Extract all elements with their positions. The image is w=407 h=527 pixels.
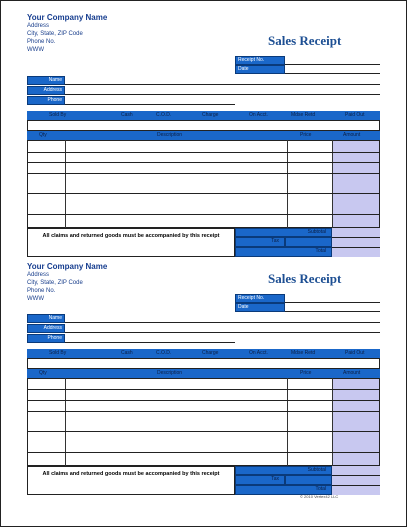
header-paid-out: Paid Out — [345, 112, 365, 118]
receipt-no-label: Receipt No. — [235, 56, 285, 65]
tax-rate-cell[interactable] — [285, 237, 332, 247]
header-cash: Cash — [121, 112, 133, 118]
customer-name-field[interactable] — [65, 322, 380, 323]
date-field[interactable] — [285, 311, 380, 312]
table-row[interactable] — [27, 162, 380, 163]
header-qty: Qty — [39, 370, 47, 376]
company-www[interactable]: WWW — [27, 47, 44, 53]
customer-name-label: Name — [27, 314, 65, 323]
date-field[interactable] — [285, 73, 380, 74]
header-amount: Amount — [343, 370, 361, 376]
table-row[interactable] — [27, 452, 380, 453]
table-row[interactable] — [27, 173, 380, 174]
payment-header-row — [27, 349, 380, 358]
totals-amount-cells[interactable] — [332, 466, 380, 495]
company-address[interactable]: Address — [27, 272, 50, 278]
payment-values-row[interactable] — [27, 120, 380, 131]
table-row — [332, 485, 380, 486]
customer-phone-label: Phone — [27, 334, 65, 343]
header-on-acct: On Acct. — [249, 350, 268, 356]
header-sold-by: Sold By — [49, 350, 67, 356]
total-label: Total — [235, 247, 332, 257]
payment-values-row[interactable] — [27, 358, 380, 369]
customer-address-field[interactable] — [65, 332, 380, 333]
header-price: Price — [300, 132, 312, 138]
customer-phone-label: Phone — [27, 96, 65, 105]
header-amount: Amount — [343, 132, 361, 138]
tax-label: Tax — [235, 475, 285, 485]
receipt-title: Sales Receipt — [268, 271, 342, 286]
header-cash: Cash — [121, 350, 133, 356]
disclaimer-text: All claims and returned goods must be accompanied by this receipt — [42, 233, 220, 239]
date-label: Date — [235, 303, 285, 312]
items-header-row — [27, 131, 380, 140]
company-name[interactable]: Your Company Name — [27, 262, 108, 271]
company-www[interactable]: WWW — [27, 296, 44, 302]
company-phone[interactable]: Phone No. — [27, 288, 56, 294]
tax-label: Tax — [235, 237, 285, 247]
company-block — [27, 263, 107, 303]
receipt-2 — [0, 263, 407, 525]
customer-name-label: Name — [27, 76, 65, 85]
header-charge: Charge — [202, 350, 219, 356]
company-city[interactable]: City, State, ZIP Code — [27, 280, 83, 286]
receipt-no-label: Receipt No. — [235, 294, 285, 303]
company-address[interactable]: Address — [27, 23, 50, 29]
total-label: Total — [235, 485, 332, 495]
header-description: Description — [157, 132, 183, 138]
header-sold-by: Sold By — [49, 112, 67, 118]
table-row[interactable] — [27, 411, 380, 412]
table-row[interactable] — [27, 400, 380, 401]
header-mdse-retd: Mdse Retd — [291, 350, 316, 356]
company-phone[interactable]: Phone No. — [27, 39, 56, 45]
disclaimer-text: All claims and returned goods must be accompanied by this receipt — [42, 471, 220, 477]
company-block — [27, 14, 107, 54]
company-city[interactable]: City, State, ZIP Code — [27, 31, 83, 37]
customer-address-label: Address — [27, 324, 65, 333]
subtotal-label: Subtotal — [235, 228, 332, 237]
header-qty: Qty — [39, 132, 47, 138]
company-name[interactable]: Your Company Name — [27, 13, 108, 22]
header-on-acct: On Acct. — [249, 112, 268, 118]
header-cod: C.O.D. — [156, 350, 172, 356]
tax-rate-cell[interactable] — [285, 475, 332, 485]
table-row[interactable] — [27, 214, 380, 215]
customer-address-field[interactable] — [65, 94, 380, 95]
header-price: Price — [300, 370, 312, 376]
header-charge: Charge — [202, 112, 219, 118]
customer-name-field[interactable] — [65, 84, 380, 85]
receipt-no-field[interactable] — [285, 64, 380, 65]
receipt-1 — [0, 0, 407, 262]
subtotal-label: Subtotal — [235, 466, 332, 475]
receipt-title: Sales Receipt — [268, 33, 342, 48]
totals-amount-cells[interactable] — [332, 228, 380, 257]
date-label: Date — [235, 65, 285, 74]
table-row[interactable] — [27, 389, 380, 390]
items-header-row — [27, 369, 380, 378]
header-paid-out: Paid Out — [345, 350, 365, 356]
payment-header-row — [27, 111, 380, 120]
table-row — [332, 247, 380, 248]
customer-phone-field[interactable] — [65, 104, 235, 105]
header-cod: C.O.D. — [156, 112, 172, 118]
table-row[interactable] — [27, 431, 380, 432]
table-row — [332, 237, 380, 238]
header-mdse-retd: Mdse Retd — [291, 112, 316, 118]
header-description: Description — [157, 370, 183, 376]
footer-credit: © 2010 Vertex42 LLC — [300, 494, 339, 499]
receipt-no-field[interactable] — [285, 302, 380, 303]
table-row[interactable] — [27, 152, 380, 153]
customer-phone-field[interactable] — [65, 342, 235, 343]
table-row[interactable] — [27, 193, 380, 194]
customer-address-label: Address — [27, 86, 65, 95]
table-row — [332, 475, 380, 476]
